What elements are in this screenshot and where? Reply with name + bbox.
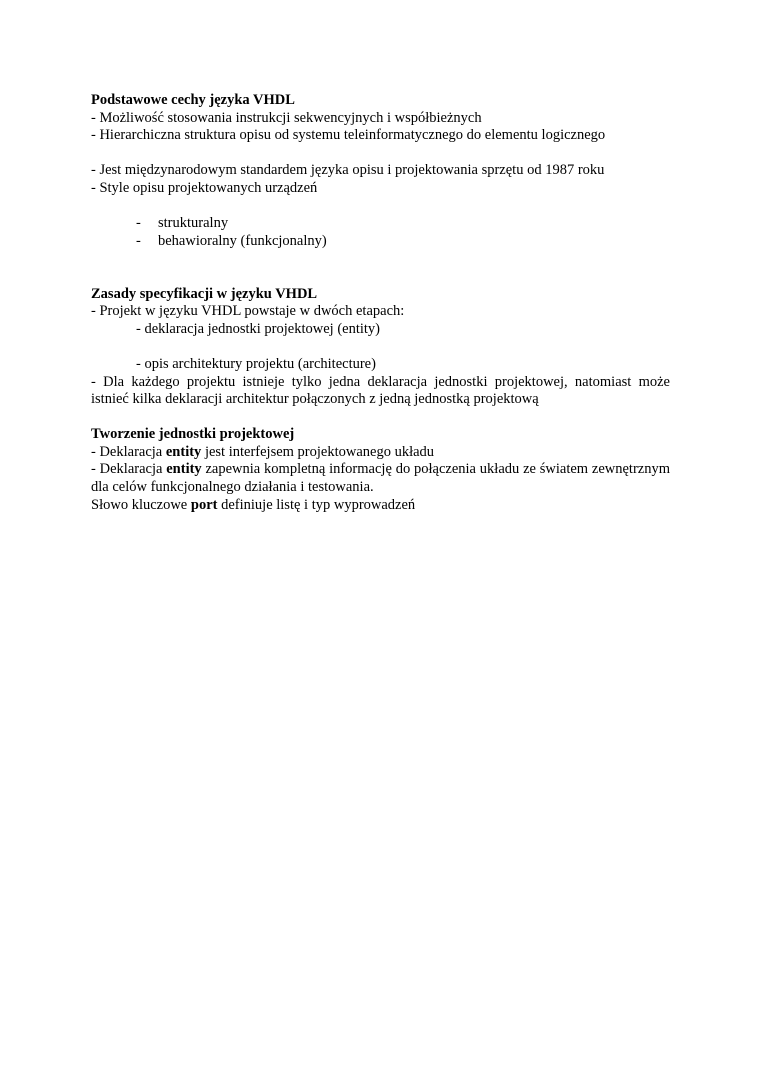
text-segment: jest interfejsem projektowanego układu xyxy=(201,443,435,460)
blank-line xyxy=(91,250,670,285)
list-item-text: strukturalny xyxy=(158,215,229,232)
text-segment: - Deklaracja xyxy=(91,461,167,478)
text-line xyxy=(91,497,670,515)
blank-line xyxy=(91,198,670,216)
text-line: - Hierarchiczna struktura opisu od systemu teleinformatycznego do elementu logicznego xyxy=(91,127,606,144)
blank-line xyxy=(91,338,670,356)
keyword-port: port xyxy=(190,496,218,513)
list-item xyxy=(91,233,670,251)
keyword-entity: entity xyxy=(166,461,202,478)
text-line: - deklaracja jednostki projektowej (entity) xyxy=(136,320,380,337)
text-segment: zapewnia kompletną informację do połączenia układu ze światem zewnętrznym dla celów funkcjonalnego działania i testowania. xyxy=(91,461,670,496)
text-segment: definiuje listę i typ wyprowadzeń xyxy=(217,496,416,513)
section-heading-vhdl-features: Podstawowe cechy języka VHDL xyxy=(91,92,295,108)
list-bullet: - xyxy=(136,215,141,232)
text-segment: - Deklaracja xyxy=(91,443,166,460)
list-item xyxy=(91,215,670,233)
text-line: - opis architektury projektu (architecture) xyxy=(136,355,376,372)
blank-line xyxy=(91,409,670,427)
blank-line xyxy=(91,145,670,163)
text-segment: Słowo kluczowe xyxy=(91,496,191,513)
paragraph xyxy=(91,461,670,496)
list-item-text: behawioralny (funkcjonalny) xyxy=(158,232,327,249)
text-line: - Możliwość stosowania instrukcji sekwencyjnych i współbieżnych xyxy=(91,109,482,126)
list-bullet: - xyxy=(136,232,141,249)
text-line: - Style opisu projektowanych urządzeń xyxy=(91,179,318,196)
text-line: - Projekt w języku VHDL powstaje w dwóch etapach: xyxy=(91,303,405,320)
text-line xyxy=(91,444,670,462)
document-body xyxy=(91,92,670,514)
keyword-entity: entity xyxy=(165,443,202,460)
section-heading-specification-rules: Zasady specyfikacji w języku VHDL xyxy=(91,285,318,302)
paragraph: - Dla każdego projektu istnieje tylko jedna deklaracja jednostki projektowej, natomiast może istnieć kilka deklaracji architektur połączonych z jedną jednostką projektową xyxy=(91,373,670,408)
section-heading-design-unit: Tworzenie jednostki projektowej xyxy=(91,426,295,443)
text-line: - Jest międzynarodowym standardem języka opisu i projektowania sprzętu od 1987 roku xyxy=(91,162,605,179)
